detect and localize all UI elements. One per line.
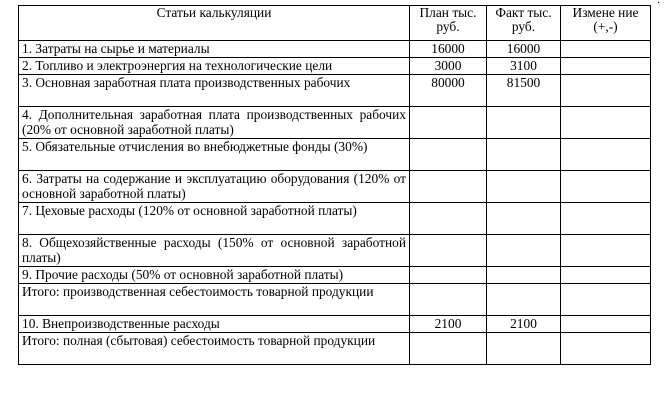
row-plan bbox=[410, 235, 487, 267]
row-plan bbox=[410, 333, 487, 365]
table-row bbox=[19, 267, 651, 284]
row-plan bbox=[410, 107, 487, 139]
table-row bbox=[19, 203, 651, 235]
row-plan bbox=[410, 139, 487, 171]
table-header-row bbox=[19, 6, 651, 41]
row-fact bbox=[487, 267, 561, 284]
table-row bbox=[19, 235, 651, 267]
row-change bbox=[561, 75, 651, 107]
header-item: Статьи калькуляции bbox=[19, 6, 410, 41]
row-plan: 2100 bbox=[410, 316, 487, 333]
row-fact: 16000 bbox=[487, 41, 561, 58]
row-fact bbox=[487, 203, 561, 235]
page-corner-mark: . bbox=[657, 0, 660, 6]
row-name: 8. Общехозяйственные расходы (150% от основной заработной платы) bbox=[19, 235, 410, 267]
row-plan bbox=[410, 267, 487, 284]
row-change bbox=[561, 41, 651, 58]
header-fact: Факт тыс. руб. bbox=[487, 6, 561, 41]
row-change bbox=[561, 284, 651, 316]
costing-table bbox=[18, 5, 651, 365]
table-row bbox=[19, 58, 651, 75]
row-fact bbox=[487, 284, 561, 316]
row-plan bbox=[410, 203, 487, 235]
row-plan: 16000 bbox=[410, 41, 487, 58]
row-plan bbox=[410, 284, 487, 316]
row-name: 3. Основная заработная плата производственных рабочих bbox=[19, 75, 410, 107]
table-row bbox=[19, 107, 651, 139]
table-row bbox=[19, 171, 651, 203]
row-fact: 3100 bbox=[487, 58, 561, 75]
row-change bbox=[561, 267, 651, 284]
row-plan: 80000 bbox=[410, 75, 487, 107]
row-fact bbox=[487, 107, 561, 139]
row-fact bbox=[487, 139, 561, 171]
row-change bbox=[561, 333, 651, 365]
row-change bbox=[561, 203, 651, 235]
row-name: 5. Обязательные отчисления во внебюджетные фонды (30%) bbox=[19, 139, 410, 171]
row-name: Итого: полная (сбытовая) себестоимость товарной продукции bbox=[19, 333, 410, 365]
table-row bbox=[19, 333, 651, 365]
table-row bbox=[19, 284, 651, 316]
row-name: 4. Дополнительная заработная плата производственных рабочих (20% от основной заработной платы) bbox=[19, 107, 410, 139]
row-change bbox=[561, 107, 651, 139]
row-name: Итого: производственная себестоимость товарной продукции bbox=[19, 284, 410, 316]
row-name: 7. Цеховые расходы (120% от основной заработной платы) bbox=[19, 203, 410, 235]
row-fact bbox=[487, 171, 561, 203]
row-change bbox=[561, 58, 651, 75]
row-change bbox=[561, 171, 651, 203]
table-row bbox=[19, 41, 651, 58]
row-name: 10. Внепроизводственные расходы bbox=[19, 316, 410, 333]
row-name: 6. Затраты на содержание и эксплуатацию оборудования (120% от основной заработной платы) bbox=[19, 171, 410, 203]
row-name: 9. Прочие расходы (50% от основной заработной платы) bbox=[19, 267, 410, 284]
header-plan: План тыс. руб. bbox=[410, 6, 487, 41]
table-row bbox=[19, 316, 651, 333]
row-plan bbox=[410, 171, 487, 203]
row-plan: 3000 bbox=[410, 58, 487, 75]
table-row bbox=[19, 75, 651, 107]
row-fact: 81500 bbox=[487, 75, 561, 107]
row-fact: 2100 bbox=[487, 316, 561, 333]
row-fact bbox=[487, 235, 561, 267]
row-name: 2. Топливо и электроэнергия на технологические цели bbox=[19, 58, 410, 75]
row-change bbox=[561, 316, 651, 333]
row-change bbox=[561, 235, 651, 267]
row-fact bbox=[487, 333, 561, 365]
row-change bbox=[561, 139, 651, 171]
table-row bbox=[19, 139, 651, 171]
header-change: Измене ние (+,-) bbox=[561, 6, 651, 41]
row-name: 1. Затраты на сырье и материалы bbox=[19, 41, 410, 58]
